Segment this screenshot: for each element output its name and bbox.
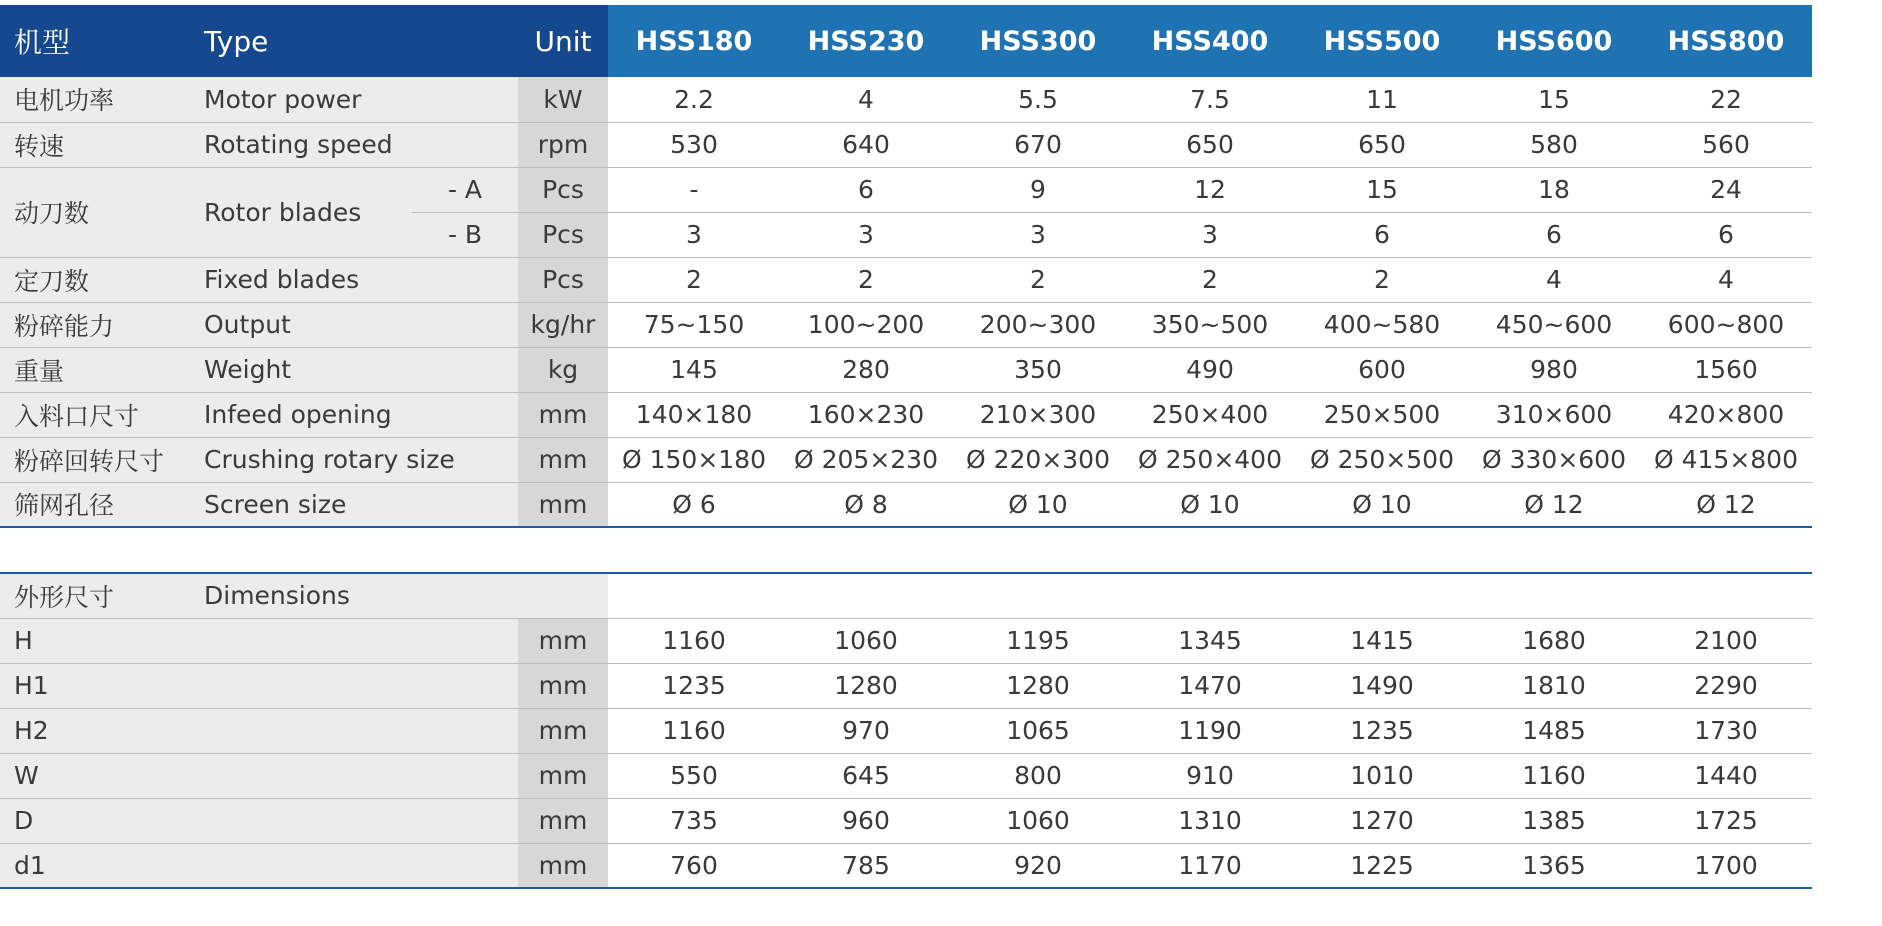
value-cell: 280 (780, 347, 952, 392)
value-cell: 1235 (1296, 708, 1468, 753)
row-label-en: Motor power (200, 77, 518, 122)
row-unit: kg/hr (518, 302, 608, 347)
value-cell: 1310 (1124, 798, 1296, 843)
value-cell: 75~150 (608, 302, 780, 347)
value-cell: 2 (780, 257, 952, 302)
value-cell: 6 (1640, 212, 1812, 257)
value-cell: 7.5 (1124, 77, 1296, 122)
value-cell: Ø 220×300 (952, 437, 1124, 482)
value-cell: 670 (952, 122, 1124, 167)
value-cell: 450~600 (1468, 302, 1640, 347)
spec-row-crushing-rotary-size (0, 437, 1812, 482)
value-cell: 550 (608, 753, 780, 798)
row-sub-label: - B (412, 212, 518, 257)
row-label-en: Screen size (200, 482, 518, 527)
value-cell: 3 (952, 212, 1124, 257)
value-cell: Ø 205×230 (780, 437, 952, 482)
value-cell: 1385 (1468, 798, 1640, 843)
value-cell: 650 (1296, 122, 1468, 167)
value-cell: 210×300 (952, 392, 1124, 437)
value-cell: 490 (1124, 347, 1296, 392)
header-row (0, 5, 1812, 77)
row-unit: kg (518, 347, 608, 392)
section-spacer (0, 527, 1812, 573)
row-label-en: Crushing rotary size (200, 437, 518, 482)
value-cell: 3 (608, 212, 780, 257)
dim-label: H1 (0, 663, 518, 708)
value-cell: 1730 (1640, 708, 1812, 753)
value-cell: Ø 10 (1124, 482, 1296, 527)
dim-label: d1 (0, 843, 518, 888)
value-cell: Ø 6 (608, 482, 780, 527)
spec-row-rotating-speed (0, 122, 1812, 167)
value-cell: 1280 (952, 663, 1124, 708)
value-cell: 1700 (1640, 843, 1812, 888)
value-cell: 140×180 (608, 392, 780, 437)
row-unit: mm (518, 392, 608, 437)
row-label-cn: 动刀数 (0, 167, 200, 257)
dim-row-d1 (0, 843, 1812, 888)
header-unit: Unit (518, 5, 608, 77)
value-cell: 580 (1468, 122, 1640, 167)
value-cell: 1190 (1124, 708, 1296, 753)
value-cell: 1810 (1468, 663, 1640, 708)
value-cell: 1060 (952, 798, 1124, 843)
value-cell: 250×400 (1124, 392, 1296, 437)
value-cell: 5.5 (952, 77, 1124, 122)
value-cell: 4 (1468, 257, 1640, 302)
value-cell: 600~800 (1640, 302, 1812, 347)
value-cell: 1345 (1124, 618, 1296, 663)
row-label-en: Rotor blades (200, 167, 412, 257)
row-unit: rpm (518, 122, 608, 167)
value-cell: Ø 8 (780, 482, 952, 527)
spec-row-weight (0, 347, 1812, 392)
value-cell: 1680 (1468, 618, 1640, 663)
value-cell: 15 (1468, 77, 1640, 122)
value-cell: 735 (608, 798, 780, 843)
value-cell: 645 (780, 753, 952, 798)
dimensions-label-cn: 外形尺寸 (0, 573, 200, 618)
value-cell: 11 (1296, 77, 1468, 122)
value-cell: Ø 250×500 (1296, 437, 1468, 482)
value-cell: 1440 (1640, 753, 1812, 798)
value-cell: 4 (780, 77, 952, 122)
value-cell: 1160 (1468, 753, 1640, 798)
row-unit: mm (518, 482, 608, 527)
header-model: HSS600 (1468, 5, 1640, 77)
spec-row-infeed-opening (0, 392, 1812, 437)
dim-label: D (0, 798, 518, 843)
dim-label: H2 (0, 708, 518, 753)
specification-table (0, 5, 1812, 889)
value-cell: 3 (1124, 212, 1296, 257)
value-cell: 6 (1468, 212, 1640, 257)
value-cell: Ø 330×600 (1468, 437, 1640, 482)
value-cell: 3 (780, 212, 952, 257)
value-cell: 22 (1640, 77, 1812, 122)
value-cell: 920 (952, 843, 1124, 888)
row-label-cn: 入料口尺寸 (0, 392, 200, 437)
header-model: HSS500 (1296, 5, 1468, 77)
row-label-cn: 粉碎能力 (0, 302, 200, 347)
row-label-cn: 重量 (0, 347, 200, 392)
row-unit: mm (518, 437, 608, 482)
value-cell: 18 (1468, 167, 1640, 212)
row-label-en: Weight (200, 347, 518, 392)
row-unit: mm (518, 753, 608, 798)
value-cell: 530 (608, 122, 780, 167)
value-cell: 160×230 (780, 392, 952, 437)
value-cell: 1010 (1296, 753, 1468, 798)
dim-row-w (0, 753, 1812, 798)
row-unit: Pcs (518, 212, 608, 257)
dim-row-h1 (0, 663, 1812, 708)
header-model: HSS230 (780, 5, 952, 77)
row-label-cn: 筛网孔径 (0, 482, 200, 527)
row-sub-label: - A (412, 167, 518, 212)
value-cell: 4 (1640, 257, 1812, 302)
value-cell: 2290 (1640, 663, 1812, 708)
value-cell: 1485 (1468, 708, 1640, 753)
value-cell: 2 (608, 257, 780, 302)
value-cell: 650 (1124, 122, 1296, 167)
value-cell: 24 (1640, 167, 1812, 212)
header-type-cn: 机型 (0, 5, 200, 77)
spec-row-output (0, 302, 1812, 347)
value-cell: 400~580 (1296, 302, 1468, 347)
dim-label: H (0, 618, 518, 663)
value-cell: 12 (1124, 167, 1296, 212)
value-cell: 785 (780, 843, 952, 888)
value-cell: 960 (780, 798, 952, 843)
value-cell: 145 (608, 347, 780, 392)
dimensions-value-blank (608, 573, 1812, 618)
value-cell: 1235 (608, 663, 780, 708)
value-cell: 1060 (780, 618, 952, 663)
value-cell: 2.2 (608, 77, 780, 122)
dim-label: W (0, 753, 518, 798)
row-unit: mm (518, 708, 608, 753)
value-cell: 2100 (1640, 618, 1812, 663)
spec-row-rotor-blades-a (0, 167, 1812, 212)
value-cell: Ø 415×800 (1640, 437, 1812, 482)
row-label-en: Fixed blades (200, 257, 518, 302)
value-cell: 1195 (952, 618, 1124, 663)
value-cell: 1225 (1296, 843, 1468, 888)
header-model: HSS300 (952, 5, 1124, 77)
value-cell: 200~300 (952, 302, 1124, 347)
dim-row-d (0, 798, 1812, 843)
value-cell: 970 (780, 708, 952, 753)
value-cell: 1065 (952, 708, 1124, 753)
row-label-cn: 转速 (0, 122, 200, 167)
value-cell: 980 (1468, 347, 1640, 392)
value-cell: 420×800 (1640, 392, 1812, 437)
dimensions-label-en: Dimensions (200, 573, 518, 618)
row-unit: mm (518, 843, 608, 888)
value-cell: Ø 10 (1296, 482, 1468, 527)
value-cell: 6 (780, 167, 952, 212)
value-cell: 1270 (1296, 798, 1468, 843)
row-unit: kW (518, 77, 608, 122)
spec-row-screen-size (0, 482, 1812, 527)
value-cell: 910 (1124, 753, 1296, 798)
header-model: HSS400 (1124, 5, 1296, 77)
value-cell: 760 (608, 843, 780, 888)
value-cell: Ø 12 (1468, 482, 1640, 527)
value-cell: 1470 (1124, 663, 1296, 708)
value-cell: 1160 (608, 708, 780, 753)
value-cell: 2 (952, 257, 1124, 302)
value-cell: - (608, 167, 780, 212)
value-cell: 1415 (1296, 618, 1468, 663)
row-unit: mm (518, 663, 608, 708)
spec-row-motor-power (0, 77, 1812, 122)
row-label-cn: 粉碎回转尺寸 (0, 437, 200, 482)
value-cell: Ø 150×180 (608, 437, 780, 482)
value-cell: Ø 250×400 (1124, 437, 1296, 482)
value-cell: 350~500 (1124, 302, 1296, 347)
value-cell: 15 (1296, 167, 1468, 212)
value-cell: 1725 (1640, 798, 1812, 843)
row-unit: Pcs (518, 257, 608, 302)
value-cell: Ø 10 (952, 482, 1124, 527)
row-label-cn: 定刀数 (0, 257, 200, 302)
dimensions-heading-row (0, 573, 1812, 618)
value-cell: 9 (952, 167, 1124, 212)
value-cell: Ø 12 (1640, 482, 1812, 527)
dim-row-h (0, 618, 1812, 663)
value-cell: 640 (780, 122, 952, 167)
row-label-en: Infeed opening (200, 392, 518, 437)
value-cell: 800 (952, 753, 1124, 798)
header-model: HSS180 (608, 5, 780, 77)
header-model: HSS800 (1640, 5, 1812, 77)
spacer-cell (0, 527, 1812, 573)
value-cell: 560 (1640, 122, 1812, 167)
row-label-cn: 电机功率 (0, 77, 200, 122)
value-cell: 1560 (1640, 347, 1812, 392)
dim-row-h2 (0, 708, 1812, 753)
value-cell: 1160 (608, 618, 780, 663)
row-unit: Pcs (518, 167, 608, 212)
value-cell: 1490 (1296, 663, 1468, 708)
value-cell: 310×600 (1468, 392, 1640, 437)
header-type-en: Type (200, 5, 518, 77)
row-label-en: Rotating speed (200, 122, 518, 167)
value-cell: 100~200 (780, 302, 952, 347)
value-cell: 2 (1296, 257, 1468, 302)
value-cell: 1170 (1124, 843, 1296, 888)
value-cell: 250×500 (1296, 392, 1468, 437)
spec-row-fixed-blades (0, 257, 1812, 302)
row-unit: mm (518, 618, 608, 663)
value-cell: 350 (952, 347, 1124, 392)
dimensions-unit-blank (518, 573, 608, 618)
value-cell: 1280 (780, 663, 952, 708)
row-label-en: Output (200, 302, 518, 347)
value-cell: 1365 (1468, 843, 1640, 888)
value-cell: 6 (1296, 212, 1468, 257)
value-cell: 2 (1124, 257, 1296, 302)
row-unit: mm (518, 798, 608, 843)
value-cell: 600 (1296, 347, 1468, 392)
